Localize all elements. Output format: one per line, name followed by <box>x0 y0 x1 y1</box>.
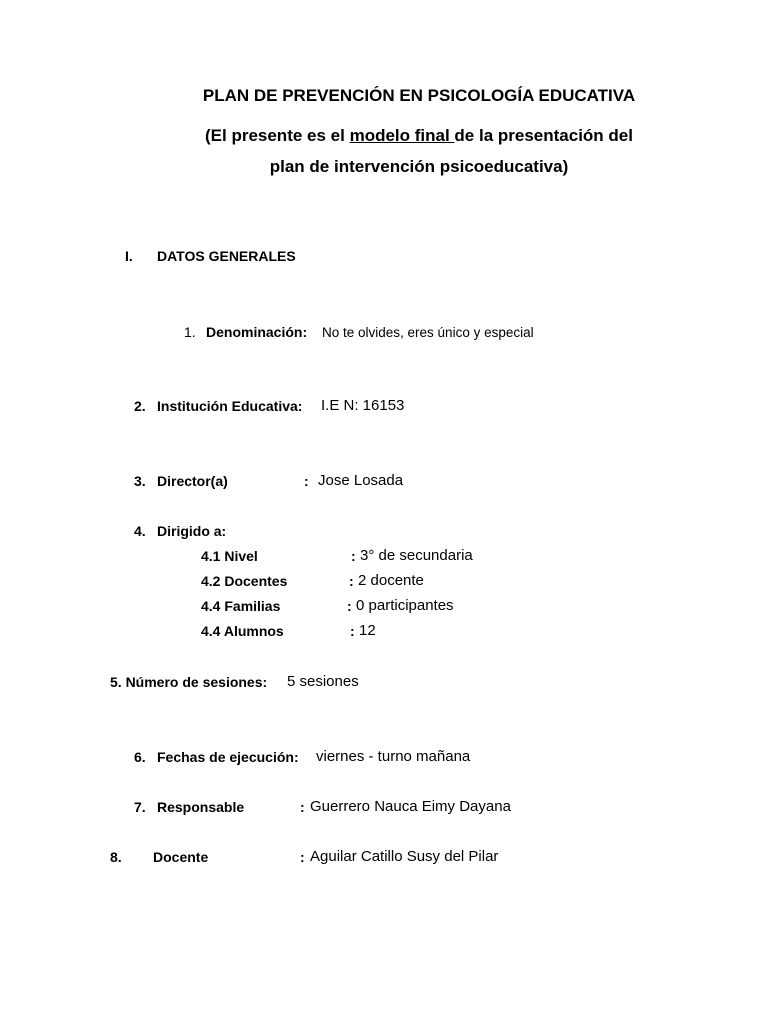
document-title: PLAN DE PREVENCIÓN EN PSICOLOGÍA EDUCATIVA <box>202 86 636 105</box>
item-4-number: 4. <box>134 523 146 539</box>
subtitle-underlined: modelo final <box>349 126 455 145</box>
document-subtitle-line1 <box>0 126 768 146</box>
item-8-label: Docente <box>153 849 209 865</box>
item-2-value: I.E N: 16153 <box>321 397 405 414</box>
item-3-colon: : <box>304 473 309 489</box>
sub-item-label: 4.4 Alumnos <box>201 623 284 639</box>
section-number: I. <box>125 248 133 264</box>
sub-item-colon: : <box>347 598 352 614</box>
sub-item-value: 0 participantes <box>356 597 454 614</box>
sub-item-value: 2 docente <box>358 572 424 589</box>
item-3-number: 3. <box>134 473 146 489</box>
item-7-label: Responsable <box>157 799 245 815</box>
item-3-value: Jose Losada <box>318 472 404 489</box>
sub-item-colon: : <box>351 548 356 564</box>
sub-item-colon: : <box>350 623 355 639</box>
sub-item-label: 4.2 Docentes <box>201 573 288 589</box>
sub-item-value: 12 <box>359 622 376 639</box>
section-title: DATOS GENERALES <box>157 248 296 264</box>
document-subtitle-line2: plan de intervención psicoeducativa) <box>269 157 569 176</box>
item-5-value: 5 sesiones <box>287 673 359 690</box>
subtitle-part2: de la presentación del <box>454 126 633 145</box>
item-1-value: No te olvides, eres único y especial <box>322 325 534 340</box>
sub-item-colon: : <box>349 573 354 589</box>
subtitle-part1: (El presente es el <box>205 126 350 145</box>
sub-item-label: 4.4 Familias <box>201 598 281 614</box>
item-1-label: Denominación: <box>206 324 308 340</box>
item-5-label: 5. Número de sesiones: <box>110 674 268 690</box>
item-6-label: Fechas de ejecución: <box>157 749 299 765</box>
item-8-colon: : <box>300 849 305 865</box>
item-3-label: Director(a) <box>157 473 228 489</box>
item-7-number: 7. <box>134 799 146 815</box>
item-8-number: 8. <box>110 849 122 865</box>
item-7-colon: : <box>300 799 305 815</box>
sub-item-value: 3° de secundaria <box>360 547 473 564</box>
item-6-value: viernes - turno mañana <box>316 748 471 765</box>
item-7-value: Guerrero Nauca Eimy Dayana <box>310 798 511 815</box>
sub-item-label: 4.1 Nivel <box>201 548 258 564</box>
item-2-number: 2. <box>134 398 146 414</box>
item-6-number: 6. <box>134 749 146 765</box>
item-1-number: 1. <box>184 324 196 340</box>
item-8-value: Aguilar Catillo Susy del Pilar <box>310 848 499 865</box>
item-4-label: Dirigido a: <box>157 523 227 539</box>
item-2-label: Institución Educativa: <box>157 398 303 414</box>
